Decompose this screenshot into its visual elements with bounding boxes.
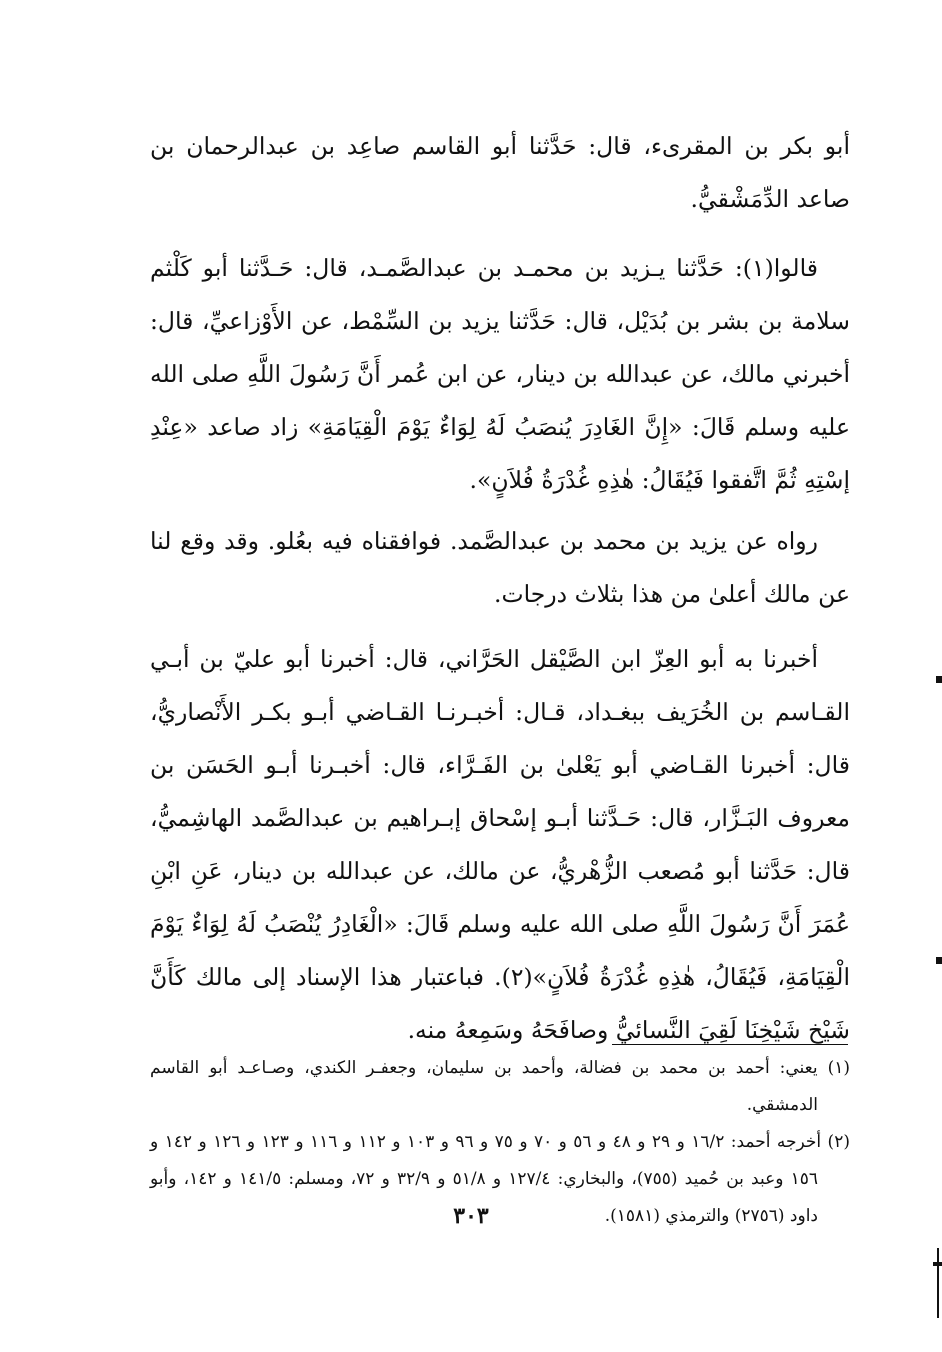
footnote-1 (150, 1050, 850, 1124)
footnote-2-marker: (٢) (827, 1132, 850, 1152)
paragraph-3: رواه عن يزيد بن محمد بن عبدالصَّمد. فوافقناه فيه بعُلو. وقد وقع لنا عن مالك أعلىٰ من هذا بثلاث درجات. (150, 527, 850, 608)
scan-edge-mark (937, 1248, 939, 1318)
footnote-1-text: يعني: أحمد بن محمد بن فضالة، وأحمد بن سليمان، وجعفـر الكندي، وصـاعـد أبو القاسم الدمشقي. (150, 1058, 818, 1115)
paragraph-4: أخبرنا به أبو العِزّ ابن الصَّيْقل الحَرَّاني، قال: أخبرنا أبو عليّ بن أبـي القـاسم بن الخُرَيف ببغـداد، قـال: أخبـرنـا القـاضي أبـو بكـر الأَنْصاريُّ، قال: أخبرنا القـاضي أبو يَعْلىٰ بن الفَـرَّاء، قال: أخبـرنا أبـو الحَسَن بن معروف البَـزَّار، قال: حَـدَّثنا أبـو إسْحاق إبـراهيم بن عبدالصَّمد الهاشِميُّ، قال: حَدَّثنا أبو مُصعب الزُّهْريُّ، عن مالك، عن عبدالله بن دينار، عَنِ ابْنِ عُمَرَ أَنَّ رَسُولَ اللَّهِ صلى الله عليه وسلم قَالَ: «الْغَادِرُ يُنْصَبُ لَهُ لِوَاءٌ يَوْمَ الْقِيَامَةِ، فَيُقَالُ، هٰذِهِ غُدْرَةُ فُلاَنٍ»(٢). فباعتبار هذا الإسناد إلى مالك كَأَنَّ شَيْخ شَيْخِنَا لَقِيَ النَّسائيُّ وصافَحَهُ وسَمِعهُ منه. (150, 645, 850, 1044)
paragraph-1: أبو بكر بن المقرىء، قال: حَدَّثنا أبو القاسم صاعِد بن عبدالرحمان بن صاعد الدِّمَشْقيُّ. (150, 132, 850, 213)
scan-edge-mark (936, 676, 942, 683)
footnote-1-marker: (١) (827, 1058, 851, 1078)
footnote-2-text: أخرجه أحمد: ١٦/٢ و ٢٩ و ٤٨ و ٥٦ و ٧٠ و ٧٥ و ٩٦ و ١٠٣ و ١١٢ و ١١٦ و ١٢٣ و ١٢٦ و ١٤٢ و ١٥٦ وعبد بن حُميد (٧٥٥)، والبخاري: ١٢٧/٤ و ٥١/٨ و ٣٢/٩ و ٧٢، ومسلم: ١٤١/٥ و ١٤٢، وأبو داود (٢٧٥٦) والترمذي (١٥٨١). (150, 1132, 822, 1226)
paragraph-2: قالوا(١): حَدَّثنا يـزيد بن محمـد بن عبدالصَّمـد، قال: حَـدَّثنا أبو كَلْثم سلامة بن بشر بن بُدَيْل، قال: حَدَّثنا يزيد بن السِّمْط، عن الأَوْزاعيِّ، قال: أخبرني مالك، عن عبدالله بن دينار، عن ابن عُمر أَنَّ رَسُولَ اللَّهِ صلى الله عليه وسلم قَالَ: «إِنَّ الغَادِرَ يُنصَبُ لَهُ لِوَاءٌ يَوْمَ الْقِيَامَةِ» زاد صاعد «عِنْدِ إسْتِهِ ثُمَّ اتَّفقوا فَيُقَالُ: هٰذِهِ غُدْرَةُ فُلاَنٍ». (150, 254, 850, 494)
footnote-divider (612, 1044, 848, 1045)
main-text (150, 120, 850, 1057)
scan-edge-mark (936, 957, 942, 964)
page-number: ٣٠٣ (453, 1203, 489, 1229)
